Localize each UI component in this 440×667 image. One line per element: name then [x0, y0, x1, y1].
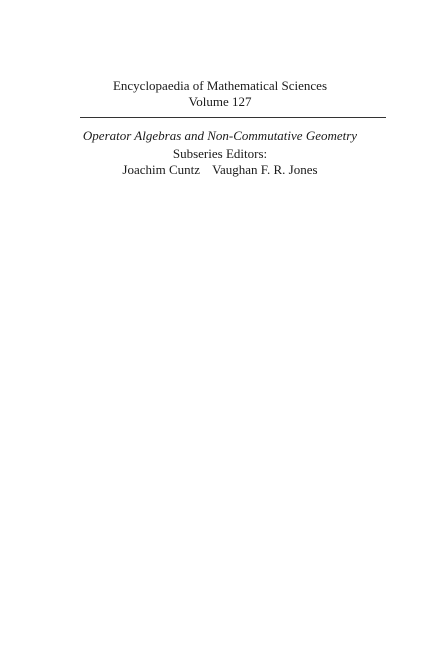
volume-number: Volume 127	[188, 94, 252, 109]
divider-rule	[80, 117, 386, 118]
subseries-info	[0, 128, 440, 178]
editors-label: Subseries Editors:	[172, 146, 268, 161]
series-title: Encyclopaedia of Mathematical Sciences	[112, 78, 328, 93]
subseries-title: Operator Algebras and Non-Commutative Geometry	[82, 128, 358, 143]
editors-list	[0, 162, 440, 178]
editor-name: Joachim Cuntz	[122, 162, 201, 177]
series-header	[0, 78, 440, 110]
editor-name: Vaughan F. R. Jones	[212, 162, 318, 177]
